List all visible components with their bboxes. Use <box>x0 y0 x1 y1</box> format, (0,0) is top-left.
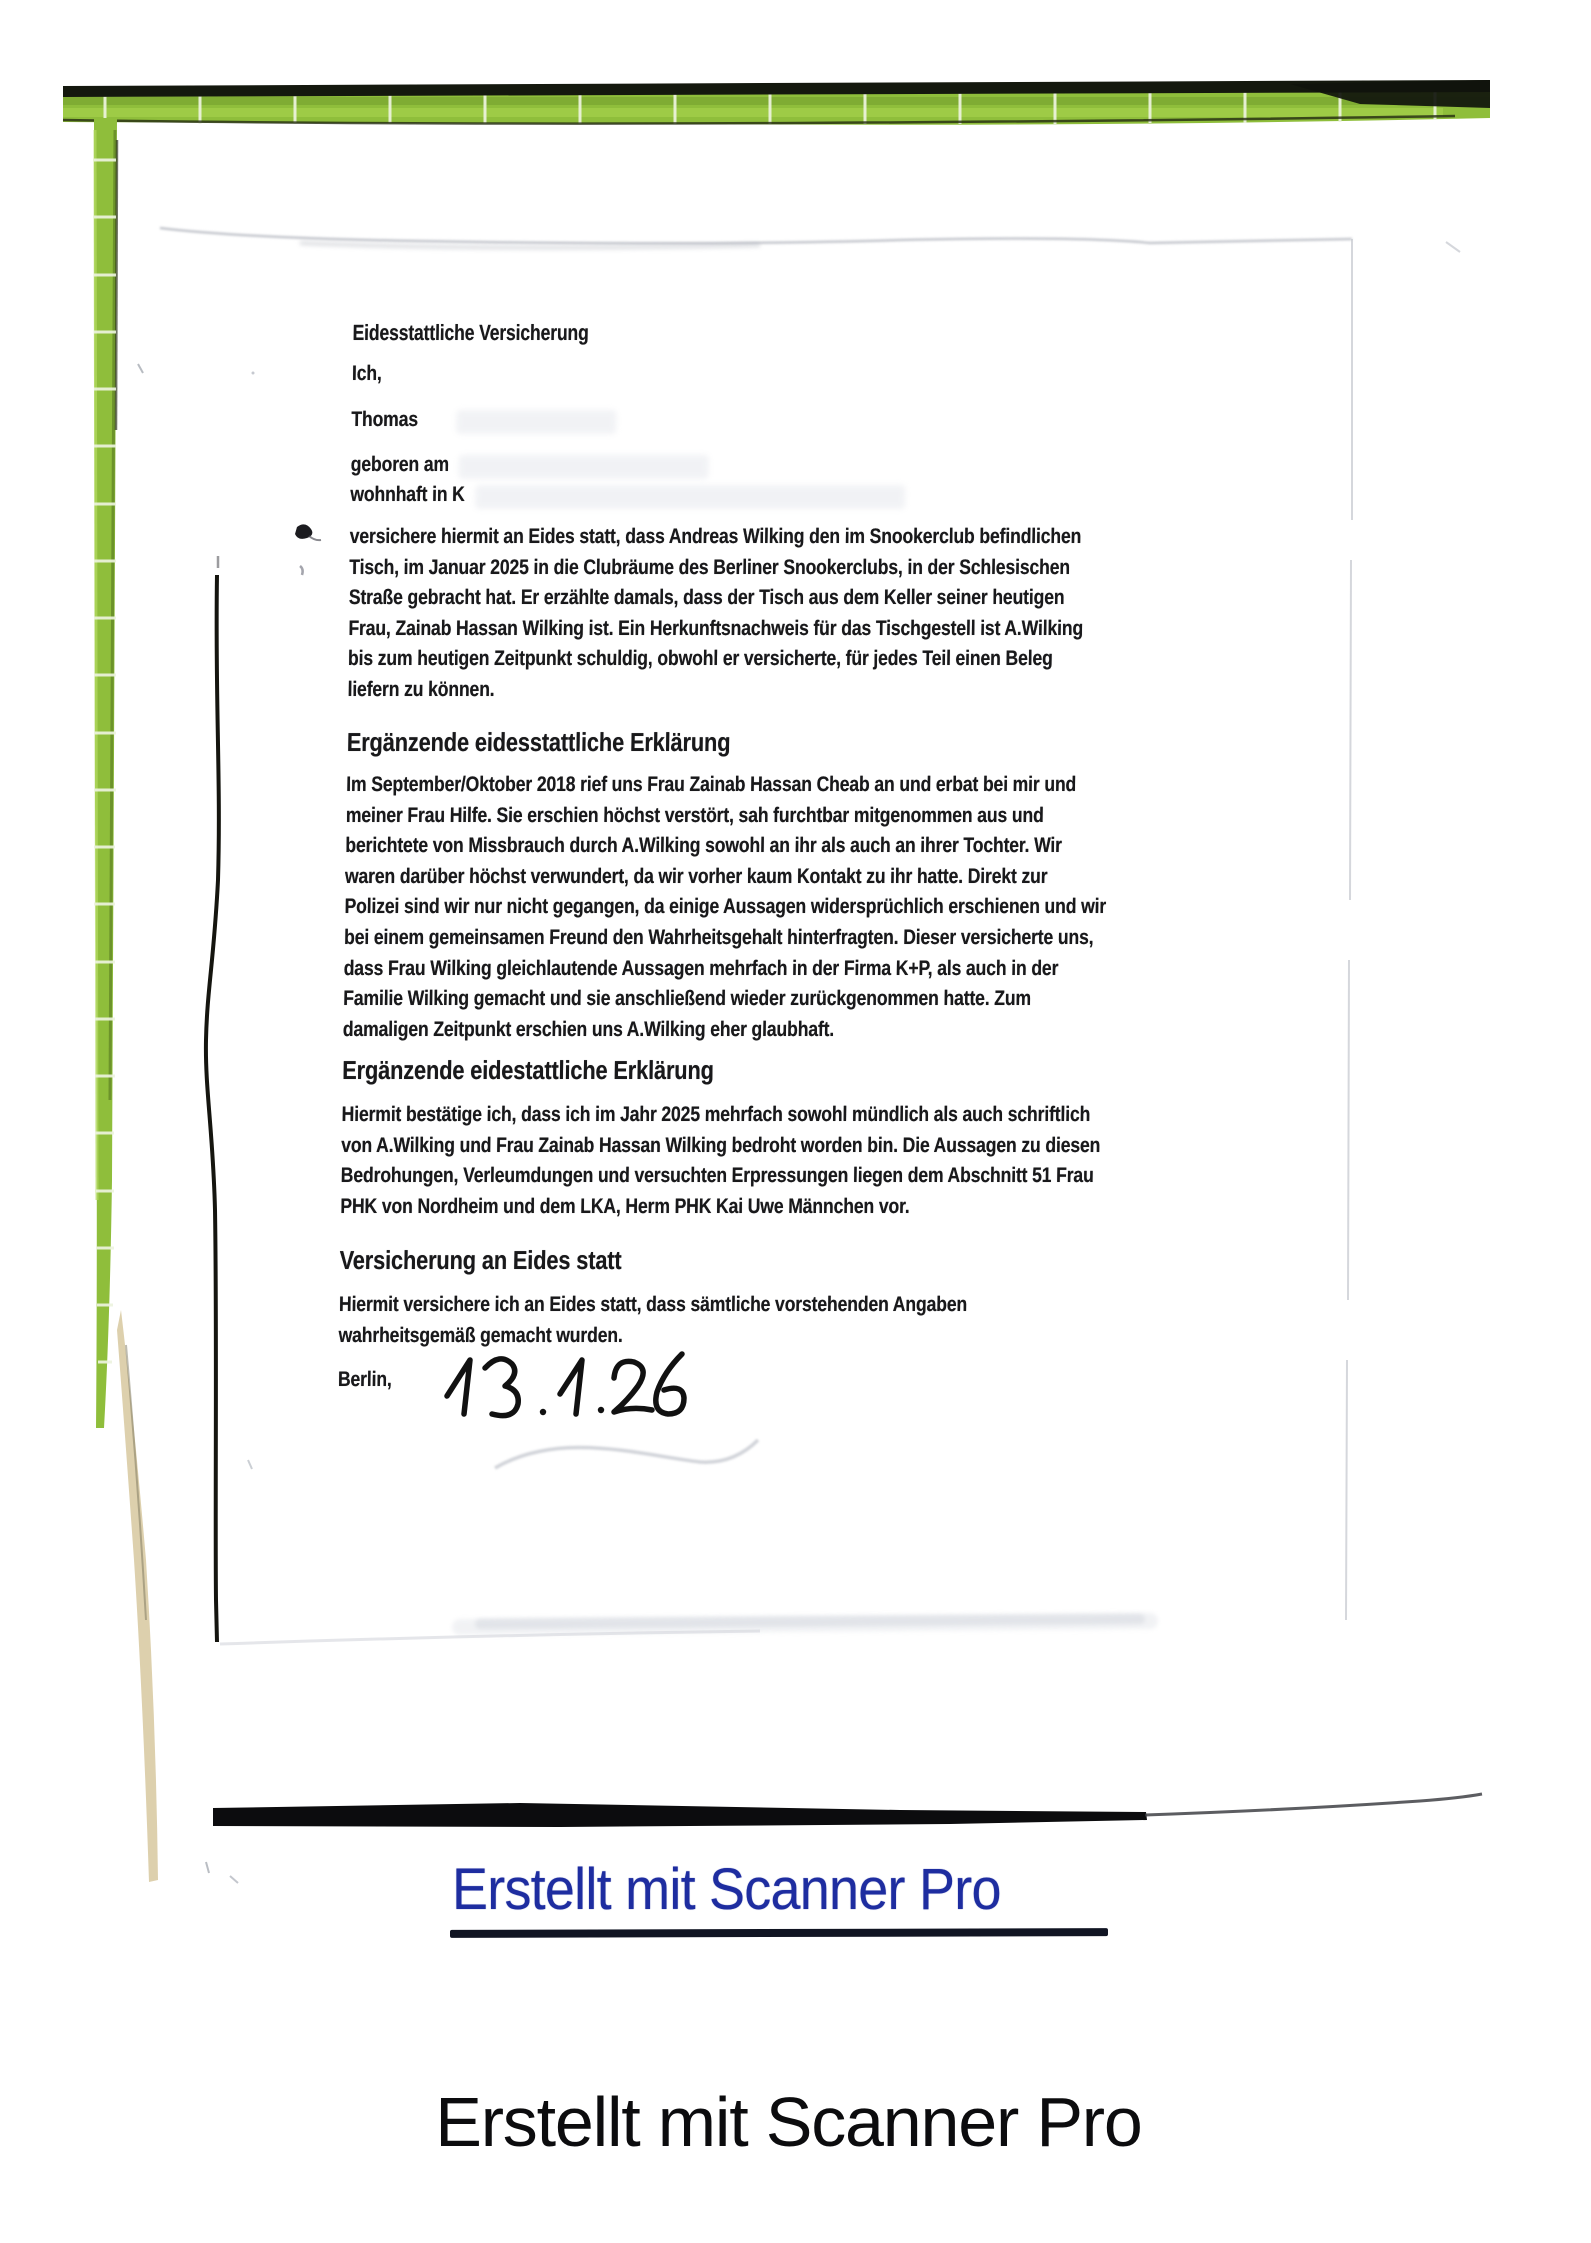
scanner-pro-caption: Erstellt mit Scanner Pro <box>435 2083 1142 2161</box>
text-line: liefern zu können. <box>347 677 495 701</box>
text-line: dass Frau Wilking gleichlautende Aussagen mehrfach in der Firma K+P, als auch in der <box>343 956 1059 980</box>
oath-heading: Versicherung an Eides statt <box>339 1245 622 1275</box>
text-line: damaligen Zeitpunkt erschien uns A.Wilking eher glaubhaft. <box>342 1017 835 1041</box>
text-line: von A.Wilking und Frau Zainab Hassan Wilking bedroht worden bin. Die Aussagen zu diesen <box>341 1133 1101 1157</box>
paper-left-edge-shadow <box>206 575 219 1642</box>
text-line: meiner Frau Hilfe. Sie erschien höchst verstört, sah furchtbar mitgenommen aus und <box>345 803 1044 827</box>
scan-bottom-bar <box>213 1794 1482 1827</box>
redacted-text-blur <box>456 410 616 434</box>
paper-right-edge <box>1346 239 1352 1620</box>
text-line: Bedrohungen, Verleumdungen und versuchten Erpressungen liegen dem Abschnitt 51 Frau <box>340 1164 1094 1188</box>
paper-top-edge <box>160 228 1352 243</box>
text-line: berichtete von Missbrauch durch A.Wilking sowohl an ihr als auch an ihrer Tochter. Wir <box>345 834 1062 858</box>
text-line: bei einem gemeinsamen Freund den Wahrheitsgehalt hinterfragten. Dieser versicherte uns, <box>343 925 1094 949</box>
paper-bottom-shadow <box>480 1619 1140 1624</box>
mat-beige-streak <box>117 1310 158 1882</box>
affidavit-paragraph <box>347 522 1084 706</box>
text-line: Frau, Zainab Hassan Wilking ist. Ein Herkunftsnachweis für das Tischgestell ist A.Wilking <box>348 616 1084 640</box>
intro-line-name: Thomas <box>351 408 419 431</box>
scanner-pro-link[interactable]: Erstellt mit Scanner Pro <box>452 1857 1001 1922</box>
ink-mark <box>295 524 321 575</box>
text-line: versichere hiermit an Eides statt, dass Andreas Wilking den im Snookerclub befindlichen <box>349 525 1082 548</box>
text-line: wahrheitsgemäß gemacht wurden. <box>338 1323 623 1347</box>
text-line: Straße gebracht hat. Er erzählte damals, dass der Tisch aus dem Keller seiner heutigen <box>348 586 1065 610</box>
text-line: Polizei sind wir nur nicht gegangen, da einige Aussagen widersprüchlich erschienen und wir <box>344 895 1107 919</box>
text-line: Hiermit bestätige ich, dass ich im Jahr 2025 mehrfach sowohl mündlich als auch schriftlich <box>341 1103 1091 1126</box>
cutting-mat-left-strip <box>94 118 158 1882</box>
redacted-text-blur <box>459 455 709 479</box>
mat-dark-patch <box>1290 80 1490 108</box>
supplement1-paragraph <box>343 770 1108 1045</box>
text-line: bis zum heutigen Zeitpunkt schuldig, obwohl er versicherte, für jedes Teil einen Beleg <box>347 647 1053 671</box>
supplement2-paragraph <box>340 1100 1101 1222</box>
intro-line-resident: wohnhaft in K <box>350 483 465 506</box>
text-line: PHK von Nordheim und dem LKA, Herm PHK Kai Uwe Männchen vor. <box>340 1194 910 1218</box>
text-line: Hiermit versichere ich an Eides statt, dass sämtliche vorstehenden Angaben <box>338 1293 968 1316</box>
text-line: Im September/Oktober 2018 rief uns Frau Zainab Hassan Cheab an und erbat bei mir und <box>346 773 1077 796</box>
oath-paragraph <box>338 1290 967 1351</box>
supplement2-heading: Ergänzende eidestattliche Erklärung <box>342 1055 715 1085</box>
text-line: waren darüber höchst verwundert, da wir vorher kaum Kontakt zu ihr hatte. Direkt zur <box>344 864 1048 888</box>
cutting-mat-top-strip <box>63 80 1490 125</box>
affidavit-document <box>336 300 1213 1500</box>
scanner-pro-link-underline <box>450 1928 1108 1938</box>
supplement1-heading: Ergänzende eidesstattliche Erklärung <box>346 727 731 757</box>
text-line: Familie Wilking gemacht und sie anschließend wieder zurückgenommen hatte. Zum <box>343 987 1032 1011</box>
place-label: Berlin, <box>337 1368 392 1391</box>
intro-line-ich: Ich, <box>351 362 382 385</box>
redacted-text-blur <box>475 485 905 509</box>
intro-line-born: geboren am <box>350 453 450 476</box>
document-title: Eidesstattliche Versicherung <box>352 320 589 345</box>
text-line: Tisch, im Januar 2025 in die Clubräume des Berliner Snookerclubs, in der Schlesischen <box>349 555 1071 579</box>
